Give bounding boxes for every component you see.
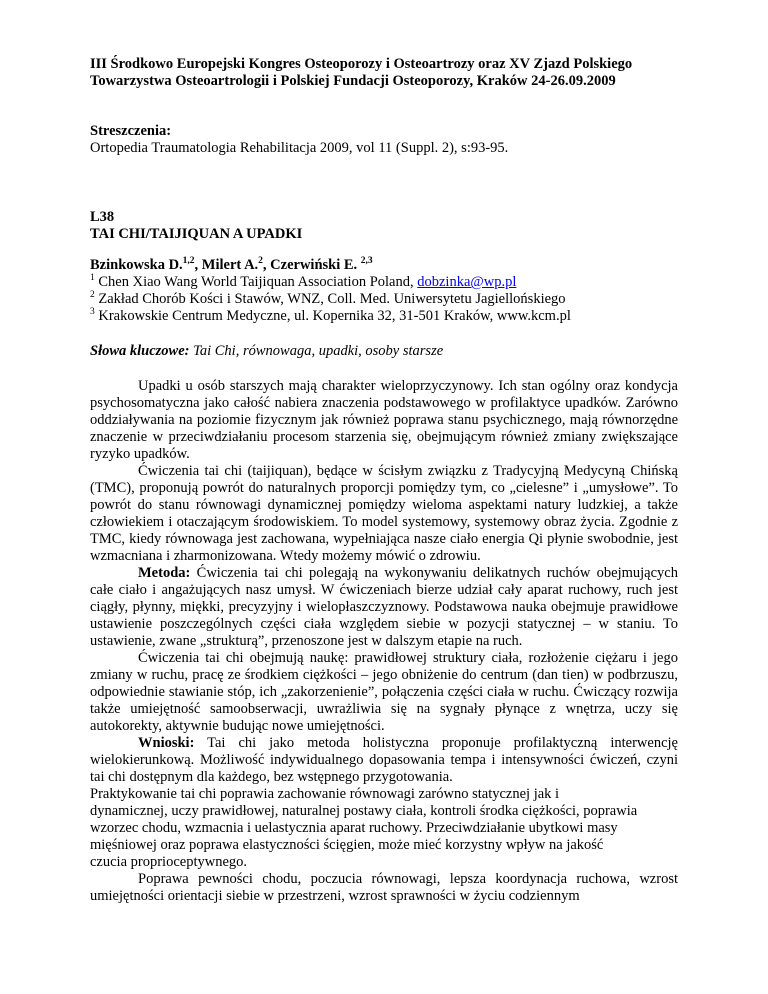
affiliation-number: 2 — [90, 290, 95, 300]
paragraph: Ćwiczenia tai chi (taijiquan), będące w ścisłym związku z Tradycyjną Medycyną Chińską (TMC), proponują powrót do naturalnych proporcji pomiędzy tym, co „cielesne” i „umysłowe”. To powrót do stanu równowagi dynamicznej pomiędzy wieloma aspektami natury ludzkiej, a także człowiekiem i otaczającym środowiskiem. To model systemowy, systemowy obraz życia. Zgodnie z TMC, kiedy równowaga jest zachowana, wypełniająca nasze ciało energia Qi płynie swobodnie, jest wzmacniana i zharmonizowana. Wtedy możemy mówić o zdrowiu. — [90, 463, 678, 564]
congress-header-line-1: III Środkowo Europejski Kongres Osteoporozy i Osteoartrozy oraz XV Zjazd Polskiego — [90, 56, 633, 72]
affiliation-2 — [90, 291, 678, 308]
authors-section — [90, 257, 678, 325]
method-label: Metoda: — [138, 565, 191, 581]
practice-paragraph — [90, 786, 678, 871]
author-affiliation-ref: 2,3 — [360, 256, 373, 266]
author-separator: , — [262, 257, 271, 273]
affiliation-number: 1 — [90, 273, 95, 283]
affiliation-1 — [90, 274, 678, 291]
affiliation-text: Krakowskie Centrum Medyczne, ul. Kopernika 32, 31-501 Kraków, www.kcm.pl — [94, 308, 571, 324]
affiliation-number: 3 — [90, 307, 95, 317]
affiliation-text: Chen Xiao Wang World Taijiquan Association Poland, — [94, 274, 418, 290]
paragraph: Ćwiczenia tai chi obejmują naukę: prawidłowej struktury ciała, rozłożenie ciężaru i jego zmiany w ruchu, pracę ze środkiem ciężkości – jego obniżenie do centrum (dan tien) w podbrzuszu, odpowiednie stawianie stóp, ich „zakorzenienie”, połączenia części ciała w ruchu. Ćwiczący rozwija także umiejętność samoobserwacji, uwrażliwia się na sygnały płynące z wnętrza, uczy się autokorekty, aktywnie budując nowe umiejętności. — [90, 650, 678, 734]
text-line: mięśniowej oraz poprawa elastyczności ścięgien, może mieć korzystny wpływ na jakość — [90, 837, 604, 853]
affiliation-3 — [90, 308, 678, 325]
author-name: Milert A. — [201, 257, 259, 273]
text-line: Praktykowanie tai chi poprawia zachowanie równowagi zarówno statycznej jak i — [90, 786, 560, 802]
author-separator: , — [194, 257, 202, 273]
author-name: Czerwiński E. — [270, 257, 358, 273]
congress-header-line-2: Towarzystwa Osteoartrologii i Polskiej Fundacji Osteoporozy, Kraków 24-26.09.2009 — [90, 73, 616, 89]
email-link[interactable]: dobzinka@wp.pl — [417, 274, 517, 290]
keywords-line — [90, 343, 678, 360]
author-name: Bzinkowska D. — [90, 257, 183, 273]
keywords-label: Słowa kluczowe: — [90, 343, 190, 359]
text-line: wzorzec chodu, wzmacnia i uelastycznia aparat ruchowy. Przeciwdziałanie ubytkowi masy — [90, 820, 618, 836]
conclusions-label: Wnioski: — [138, 735, 195, 751]
journal-citation: Ortopedia Traumatologia Rehabilitacja 2009, vol 11 (Suppl. 2), s:93-95. — [90, 140, 509, 156]
paragraph: Poprawa pewności chodu, poczucia równowagi, lepsza koordynacja ruchowa, wzrost umiejętności orientacji siebie w przestrzeni, wzrost sprawności w życiu codziennym — [90, 871, 678, 904]
keywords-text: Tai Chi, równowaga, upadki, osoby starsze — [189, 343, 444, 359]
abstracts-label: Streszczenia: — [90, 123, 172, 139]
paragraph: Upadki u osób starszych mają charakter wieloprzyczynowy. Ich stan ogólny oraz kondycja psychosomatyczna jako całość nabiera znaczenia podstawowego w profilaktyce upadków. Zarówno oddziaływania na poziomie fizycznym jak również poprawa stanu psychicznego, mają równorzędne znaczenie w przeciwdziałaniu procesom starzenia się, obejmującym również zmiany zwiększające ryzyko upadków. — [90, 378, 678, 462]
abstract-body — [90, 378, 678, 905]
method-text: Ćwiczenia tai chi polegają na wykonywaniu delikatnych ruchów obejmujących całe ciało i angażujących nasz umysł. W ćwiczeniach bierze udział cały aparat ruchowy, ruch jest ciągły, płynny, miękki, precyzyjny i wielopłaszczyznowy. Podstawowa nauka obejmuje prawidłowe ustawienie poszczególnych części ciała względem siebie w pozycji statycznej – w staniu. To ustawienie, zwane „strukturą”, przenoszone jest w dalszym etapie na ruch. — [90, 565, 678, 649]
method-paragraph — [90, 565, 678, 650]
affiliation-text: Zakład Chorób Kości i Stawów, WNZ, Coll. Med. Uniwersytetu Jagiellońskiego — [94, 291, 566, 307]
conclusions-paragraph — [90, 735, 678, 786]
author-affiliation-ref: 2 — [258, 256, 263, 266]
text-line: dynamicznej, uczy prawidłowej, naturalnej postawy ciała, kontroli środka ciężkości, poprawia — [90, 803, 638, 819]
congress-header — [90, 56, 678, 90]
author-list — [90, 257, 678, 274]
author-affiliation-ref: 1,2 — [182, 256, 195, 266]
abstracts-section — [90, 123, 678, 157]
paper-code: L38 — [90, 209, 115, 225]
paper-title: TAI CHI/TAIJIQUAN A UPADKI — [90, 226, 303, 242]
paper-heading — [90, 209, 678, 243]
conclusions-text: Tai chi jako metoda holistyczna proponuje profilaktyczną interwencję wielokierunkową. Możliwość indywidualnego dopasowania tempa i intensywności ćwiczeń, czyni tai chi dostępnym dla każdego, bez wstępnego przygotowania. — [90, 735, 678, 785]
text-line: czucia proprioceptywnego. — [90, 854, 248, 870]
